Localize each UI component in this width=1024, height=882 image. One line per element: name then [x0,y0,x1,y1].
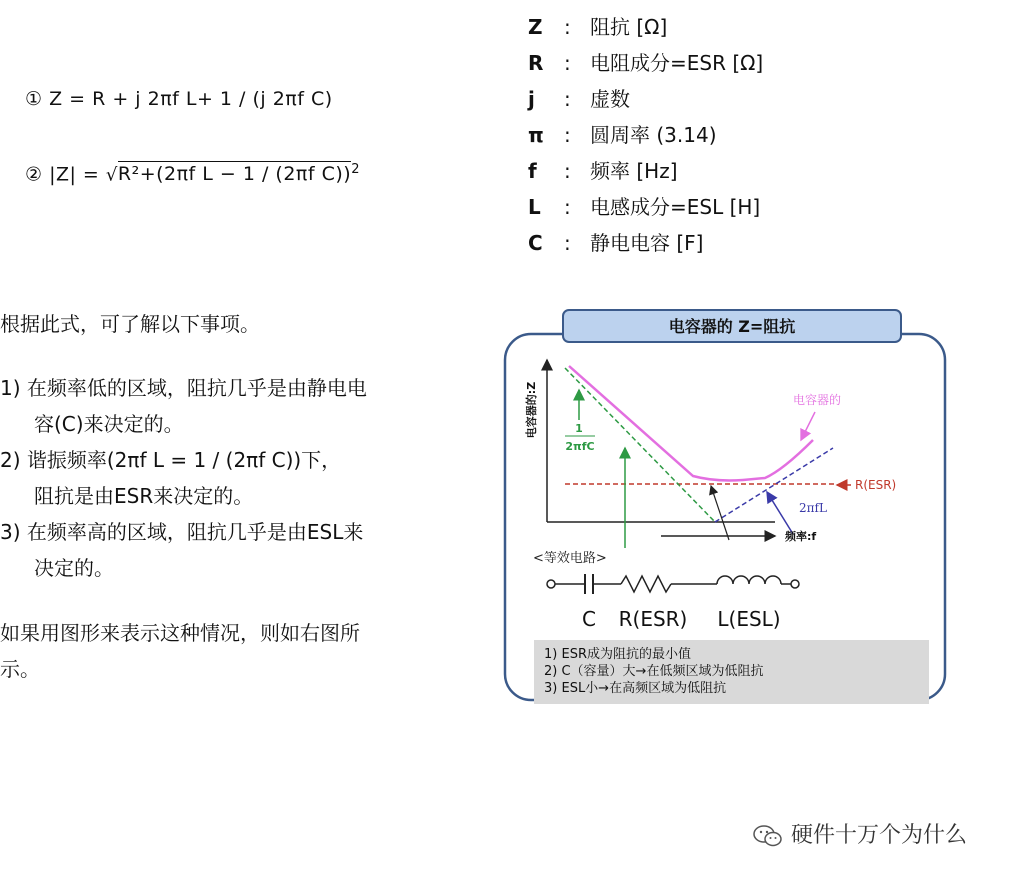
circuit-terminal-left [547,580,555,588]
point-1-line-2: 容(C)来决定的。 [34,412,184,436]
circuit-label-c: C [582,607,596,631]
point-2-line-1: 2) 谐振频率(2πf L = 1 / (2πf C))下， [0,448,342,472]
definition-symbol: R [528,51,544,75]
definition-desc: 频率 [Hz] [590,159,678,183]
cap-label-num: 1 [575,422,583,435]
diagram-notes [534,640,929,704]
curve-label: 电容器的 [793,393,842,407]
definition-row [528,12,667,42]
definition-symbol: f [528,159,537,183]
definition-row [528,156,678,186]
point-3-line-1: 3) 在频率高的区域，阻抗几乎是由ESL来 [0,520,364,544]
definition-colon: : [564,51,571,75]
definition-desc: 电感成分=ESL [H] [590,195,761,219]
sqrt-sign: √ [105,164,118,186]
intro-text: 根据此式，可了解以下事项。 [0,312,260,336]
outro-line-1: 如果用图形来表示这种情况，则如右图所 [0,621,360,645]
formula-magnitude-prefix: ② |Z| = [25,163,106,186]
definition-symbol: C [528,231,543,255]
definition-row [528,120,717,150]
definition-colon: : [564,15,571,39]
wechat-icon [752,824,784,848]
point-2-line-2: 阻抗是由ESR来决定的。 [34,484,254,508]
definition-desc: 静电电容 [F] [590,231,704,255]
inductive-label: 2πfL [799,501,827,515]
definition-colon: : [564,159,571,183]
definition-symbol: j [528,87,535,111]
outro-line-2: 示。 [0,657,40,681]
watermark [752,818,967,849]
note-item: 2) C（容量）大→在低频区域为低阻抗 [544,664,764,679]
definition-row [528,192,760,222]
circuit-title: <等效电路> [533,551,607,566]
x-axis-label: 频率:f [785,530,817,543]
y-axis-label: 电容器的:Z [525,381,538,439]
note-item: 3) ESL小→在高频区域为低阻抗 [544,681,727,696]
point-1-line-1: 1) 在频率低的区域，阻抗几乎是由静电电 [0,376,367,400]
definition-desc: 虚数 [590,87,630,111]
definition-row [528,48,763,78]
formula-exponent: 2 [351,162,360,177]
definition-desc: 阻抗 [Ω] [590,15,668,39]
definition-desc: 圆周率 (3.14) [590,123,717,147]
definition-symbol: π [528,123,544,147]
definition-colon: : [564,123,571,147]
formula-radicand: R²+(2πf L − 1 / (2πf C)) [117,163,352,186]
definition-desc: 电阻成分=ESR [Ω] [590,51,764,75]
definition-symbol: Z [528,15,543,39]
circuit-label-l: L(ESL) [717,607,781,631]
definition-colon: : [564,231,571,255]
definition-row [528,228,703,258]
definition-colon: : [564,195,571,219]
definition-symbol: L [528,195,541,219]
esr-label: R(ESR) [855,478,897,492]
definition-row [528,84,630,114]
circuit-label-r: R(ESR) [618,607,688,631]
circuit-terminal-right [791,580,799,588]
cap-label-den: 2πfC [565,440,595,453]
point-3-line-2: 决定的。 [34,556,114,580]
diagram-title: 电容器的 Z=阻抗 [668,317,796,336]
watermark-text: 硬件十万个为什么 [791,823,968,848]
note-item: 1) ESR成为阻抗的最小值 [544,647,691,662]
formula-impedance: ① Z = R + j 2πf L+ 1 / (j 2πf C) [25,88,333,110]
definition-colon: : [564,87,571,111]
formula-impedance-magnitude [25,162,360,185]
